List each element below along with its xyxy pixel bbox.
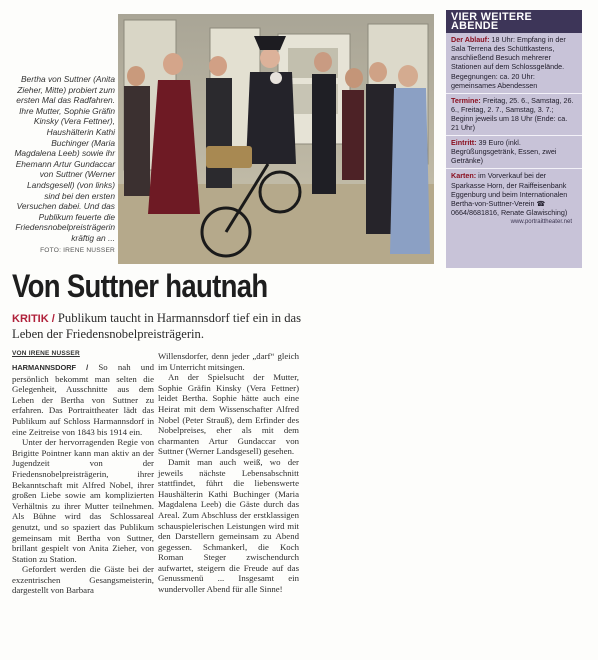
info-text: 18 Uhr: Empfang in der Sala Terrena des Schüttkastens, anschließend Besuch mehrerer Stationen auf dem Schlossgelände. Begegnungen: ca. 20 Uhr: gemeinsames Abendessen xyxy=(451,35,566,90)
kicker xyxy=(12,311,302,341)
info-box-title: VIER WEITERE ABENDE xyxy=(446,10,582,33)
info-box xyxy=(446,10,582,268)
website-link: www.portraittheater.net xyxy=(510,218,572,225)
info-text: 39 Euro (inkl. Begrüßungsgetränk, Essen, zwei Getränke) xyxy=(451,138,557,166)
article-column-2 xyxy=(158,351,299,595)
info-section-karten xyxy=(446,169,582,231)
info-label: Karten: xyxy=(451,171,477,181)
info-text: Freitag, 25. 6., Samstag, 26. 6., Freitag, 2. 7., Samstag, 3. 7.; Beginn jeweils um 18 Uhr (Ende: ca. 21 Uhr) xyxy=(451,95,574,133)
paragraph: Willensdorfer, denn jeder „darf“ gleich im Unterricht mitsingen. xyxy=(158,351,299,372)
kicker-label: KRITIK / xyxy=(12,313,55,325)
photo-credit: FOTO: IRENE NUSSER xyxy=(40,246,115,254)
paragraph: Unter der hervorragenden Regie von Brigitte Pointner kann man aktiv an der Jugendzeit von der Friedensnobelpreisträgerin, ihrer Bekanntschaft mit Alfred Nobel, ihrer großen Liebe sowie am komplizierten Verhältnis zu ihrer Mutter teilnehmen. Als Bühne wird das Schlossareal genutzt, und so spaziert das Publikum gemeinsam mit Bertha von Suttner, brillant gespielt von Anita Zieher, von Station zu Station. xyxy=(12,437,154,564)
photo-illustration xyxy=(118,14,434,264)
info-section-ablauf xyxy=(446,33,582,94)
byline: VON IRENE NUSSER xyxy=(12,350,80,357)
article-photo xyxy=(118,14,434,264)
info-section-termine xyxy=(446,94,582,136)
paragraph: HARMANNSDORF / So nah und persönlich bekommt man selten die Gelegenheit, Ausschnitte aus dem Leben der Bertha von Suttner zu erfahren. Das Portraittheater lädt das Publikum auf Schloss Harmannsdorf in eine Zeitreise von 1843 bis 1914 ein. xyxy=(12,362,154,437)
kicker-text: Publikum taucht in Harmannsdorf tief ein in das Leben der Friedensnobelpreisträgerin. xyxy=(12,311,302,341)
photo-caption xyxy=(12,74,115,256)
paragraph: Damit man auch weiß, wo der jeweils nächste Lebensabschnitt stattfindet, führt die liebenswerte Haushälterin Kathi Buchinger (Maria Magdalena Leeb) die Gäste durch das Areal. Zum Abschluss der erstklassigen schauspielerischen Leistungen wird mit den Darstellern gemeinsam zu Abend gegessen. Schmankerl, die Koch Roman Steger zwischendurch aufwartet, steigern die Freude auf das Genussmenü ... Insgesamt ein wundervoller Abend für alle Sinne! xyxy=(158,456,299,595)
article-column-1 xyxy=(12,362,154,596)
info-label: Termine: xyxy=(451,95,481,105)
caption-text: Bertha von Suttner (Anita Zieher, Mitte) probiert zum ersten Mal das Radfahren. Ihre Mutter, Sophie Gräfin Kinsky (Vera Fettner), Haushälterin Kathi Buchinger (Maria Magdalena Leeb) sowie ihr Ehemann Artur Gundaccar von Suttner (Werner Landsgesell) (von links) sind bei den ersten Versuchen dabei. Und das Publikum feuerte die Friedensnobelpreisträgerin kräftig an ... xyxy=(14,74,115,243)
dateline: HARMANNSDORF / xyxy=(12,363,89,372)
paragraph: Gefordert werden die Gäste bei der exzentrischen Gesangsmeisterin, dargestellt von Barbara xyxy=(12,564,154,596)
info-text: im Vorverkauf bei der Sparkasse Horn, der Raiffeisenbank Eggenburg und beim Internationalen Bertha-von-Suttner-Verein ☎ 0664/8681816, Renate Glawisching) xyxy=(451,171,568,217)
info-label: Eintritt: xyxy=(451,138,477,148)
info-section-eintritt xyxy=(446,136,582,169)
headline: Von Suttner hautnah xyxy=(12,268,268,304)
paragraph: An der Spielsucht der Mutter, Sophie Gräfin Kinsky (Vera Fettner) leidet Bertha. Sophie hätte auch eine Heirat mit dem Wissenschafter Alfred Nobel (Peter Strauß), dem Erfinder des Nobelpreises, eher als mit dem charmanten Artur Gundaccar von Suttner (Werner Landsgesell) gesehen. xyxy=(158,372,299,457)
info-label: Der Ablauf: xyxy=(451,35,490,45)
